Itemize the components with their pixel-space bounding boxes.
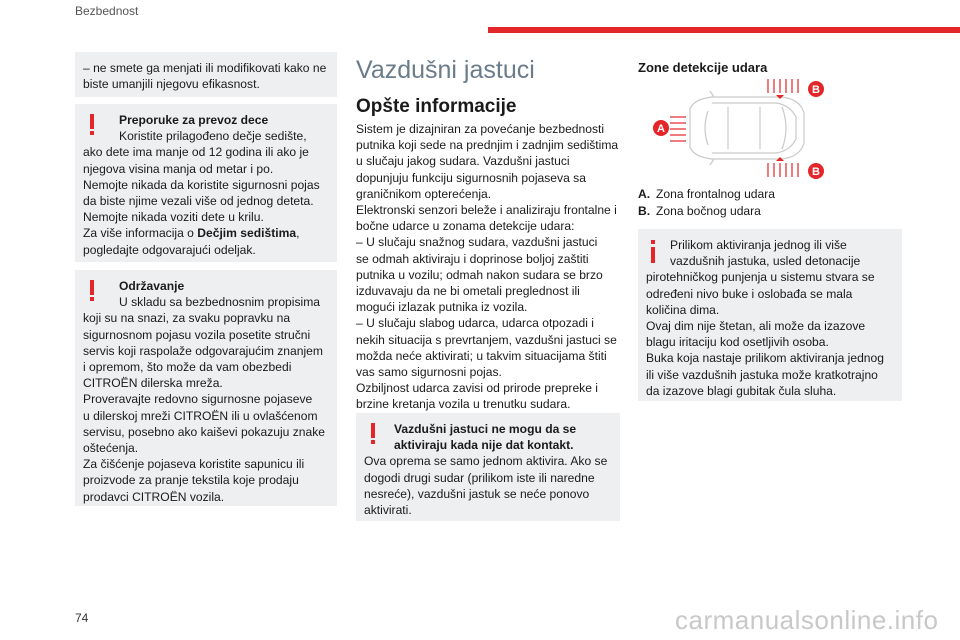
airbag-warning	[356, 413, 620, 521]
text-line: vas samo sigurnosni pojas.	[356, 365, 502, 380]
warning-line: ako dete ima manje od 12 godina ili ako je	[83, 145, 309, 160]
warning-line: Nemojte nikada voziti dete u krilu.	[83, 210, 264, 225]
child-seats-link[interactable]: Dečjim sedištima	[197, 226, 297, 241]
text-line: – U slučaju slabog udarca, udarca otpozadi i	[356, 316, 594, 331]
maintenance-warning	[75, 270, 337, 506]
section-heading: Opšte informacije	[356, 96, 517, 117]
text-line: graničnikom opterećenja.	[356, 186, 492, 201]
text-line: Sistem je dizajniran za povećanje bezbednosti	[356, 122, 605, 136]
label-b: B	[812, 166, 820, 178]
warning-line: koji su na snazi, za svaku popravku na	[83, 311, 291, 326]
note-line: – ne smete ga menjati ili modifikovati kako ne	[83, 61, 327, 75]
warning-line: CITROËN dilerska mreža.	[83, 376, 223, 391]
warning-line: aktivirati.	[364, 503, 412, 518]
text-line: putnika u vozilu; odmah nakon sudara se brzo	[356, 267, 603, 282]
warning-line: U skladu sa bezbednosnim propisima	[119, 295, 320, 310]
text-line: – U slučaju snažnog sudara, vazdušni jastuci	[356, 235, 598, 250]
watermark: carmanualsonline.info	[675, 605, 939, 635]
warning-line: Proveravajte redovno sigurnosne pojaseve	[83, 392, 313, 407]
legend-item: A. Zona frontalnog udara	[638, 187, 776, 201]
warning-line: Nemojte nikada da koristite sigurnosni pojas	[83, 177, 320, 192]
text-line: Elektronski senzori beleže i analiziraju frontalne i	[356, 203, 617, 218]
info-line: Buka koja nastaje prilikom aktiviranja jednog	[646, 351, 884, 366]
warning-line: Za čišćenje pojaseva koristite sapunicu ili	[83, 457, 305, 472]
warning-line: dogodi drugi sudar (prilikom iste ili naredne	[364, 470, 595, 485]
warning-line: i opremom, što može da vam obezbedi	[83, 360, 292, 375]
car-top-view	[650, 77, 832, 181]
warning-line: Ova oprema se samo jednom aktivira. Ako se	[364, 454, 608, 469]
warning-line: Koristite prilagođeno dečje sedište,	[119, 129, 307, 144]
label-b: B	[812, 84, 820, 96]
info-line: Ovaj dim nije štetan, ali može da izazove	[646, 319, 866, 334]
warning-line: proizvode za pranje tekstila koje prodaju	[83, 473, 299, 488]
warning-line: sigurnosnom pojasu vozila posetite stručni	[83, 327, 311, 342]
info-line: blagu iritaciju kod osetljivih osoba.	[646, 335, 829, 350]
body-text	[356, 121, 626, 413]
info-box	[638, 229, 902, 401]
info-line: pirotehničkog punjenja u sistemu stvara se	[646, 270, 875, 285]
text-line: mogući izlazak putnika iz vozila.	[356, 300, 528, 315]
text-line: dopunjuju funkciju sigurnosnih pojaseva sa	[356, 170, 586, 185]
warning-title: Preporuke za prevoz dece	[119, 113, 269, 127]
text-line: bočne udarce u zonama detekcije udara:	[356, 219, 575, 234]
info-line: određeni nivo buke i oslobađa se mala	[646, 286, 853, 301]
text-line: se odmah aktiviraju i doprinose boljoj zaštiti	[356, 251, 589, 266]
warning-line: nesreće), vazdušni jastuk se neće ponovo	[364, 486, 590, 501]
text-line: možda neće aktivirati; u takvim situacijama štiti	[356, 348, 607, 363]
text-line: brzine kretanja vozila u trenutku sudara.	[356, 397, 571, 412]
label-a: A	[657, 123, 665, 135]
note-box	[75, 52, 337, 97]
note-line: biste umanjili njegovu efikasnost.	[83, 77, 260, 92]
text-line: putnika koji sede na prednjim i zadnjim sedištima	[356, 138, 619, 153]
warning-line: Za više informacija o Dečjim sedištima,	[83, 226, 300, 241]
warning-title: Održavanje	[119, 279, 185, 293]
text-line: nekih situacija s prevrtanjem, vazdušni jastuci se	[356, 332, 617, 347]
info-line: količina dima.	[646, 302, 720, 317]
page-number: 74	[75, 611, 89, 625]
info-line: ili više vazdušnih jastuka može kratkotrajno	[646, 367, 878, 382]
text-line: Ozbiljnost udarca zavisi od prirode prepreke i	[356, 381, 598, 396]
text-line: izduvavaju da ne bi ometali preglednost ili	[356, 284, 580, 299]
warning-line: njegova visina manja od metar i po.	[83, 161, 274, 176]
warning-line: servis koji raspolaže odgovarajućim znanjem	[83, 343, 323, 358]
info-line: Prilikom aktiviranja jednog ili više	[670, 238, 847, 252]
info-line: da izazove blagi gubitak čula sluha.	[646, 383, 837, 398]
warning-title: Vazdušni jastuci ne mogu da se	[394, 422, 577, 436]
legend-item: B. Zona bočnog udara	[638, 204, 761, 218]
page-title: Vazdušni jastuci	[356, 56, 535, 84]
header-accent-bar	[488, 27, 960, 33]
warning-line: prodavci CITROËN vozila.	[83, 489, 225, 504]
warning-icon	[89, 114, 95, 136]
info-line: vazdušnih jastuka, usled detonacije	[670, 254, 861, 269]
warning-line: pogledajte odgovarajući odeljak.	[83, 242, 256, 257]
warning-line: da biste njime vezali više od jednog deteta.	[83, 194, 314, 209]
info-icon	[650, 240, 656, 268]
warning-line: u dilerskoj mreži CITROËN ili u ovlašćenom	[83, 408, 318, 423]
section-heading: Zone detekcije udara	[638, 60, 768, 75]
section-title: Bezbednost	[75, 4, 139, 18]
warning-icon	[89, 280, 95, 302]
warning-icon	[370, 423, 376, 445]
warning-line: servisu, posebno ako kaiševi pokazuju znake	[83, 424, 326, 439]
text-line: u slučaju jakog sudara. Vazdušni jastuci	[356, 154, 570, 169]
warning-line: oštećenja.	[83, 441, 139, 456]
impact-zones-diagram	[650, 77, 832, 181]
warning-title: aktiviraju kada nije dat kontakt.	[394, 438, 574, 453]
child-transport-warning	[75, 104, 337, 262]
